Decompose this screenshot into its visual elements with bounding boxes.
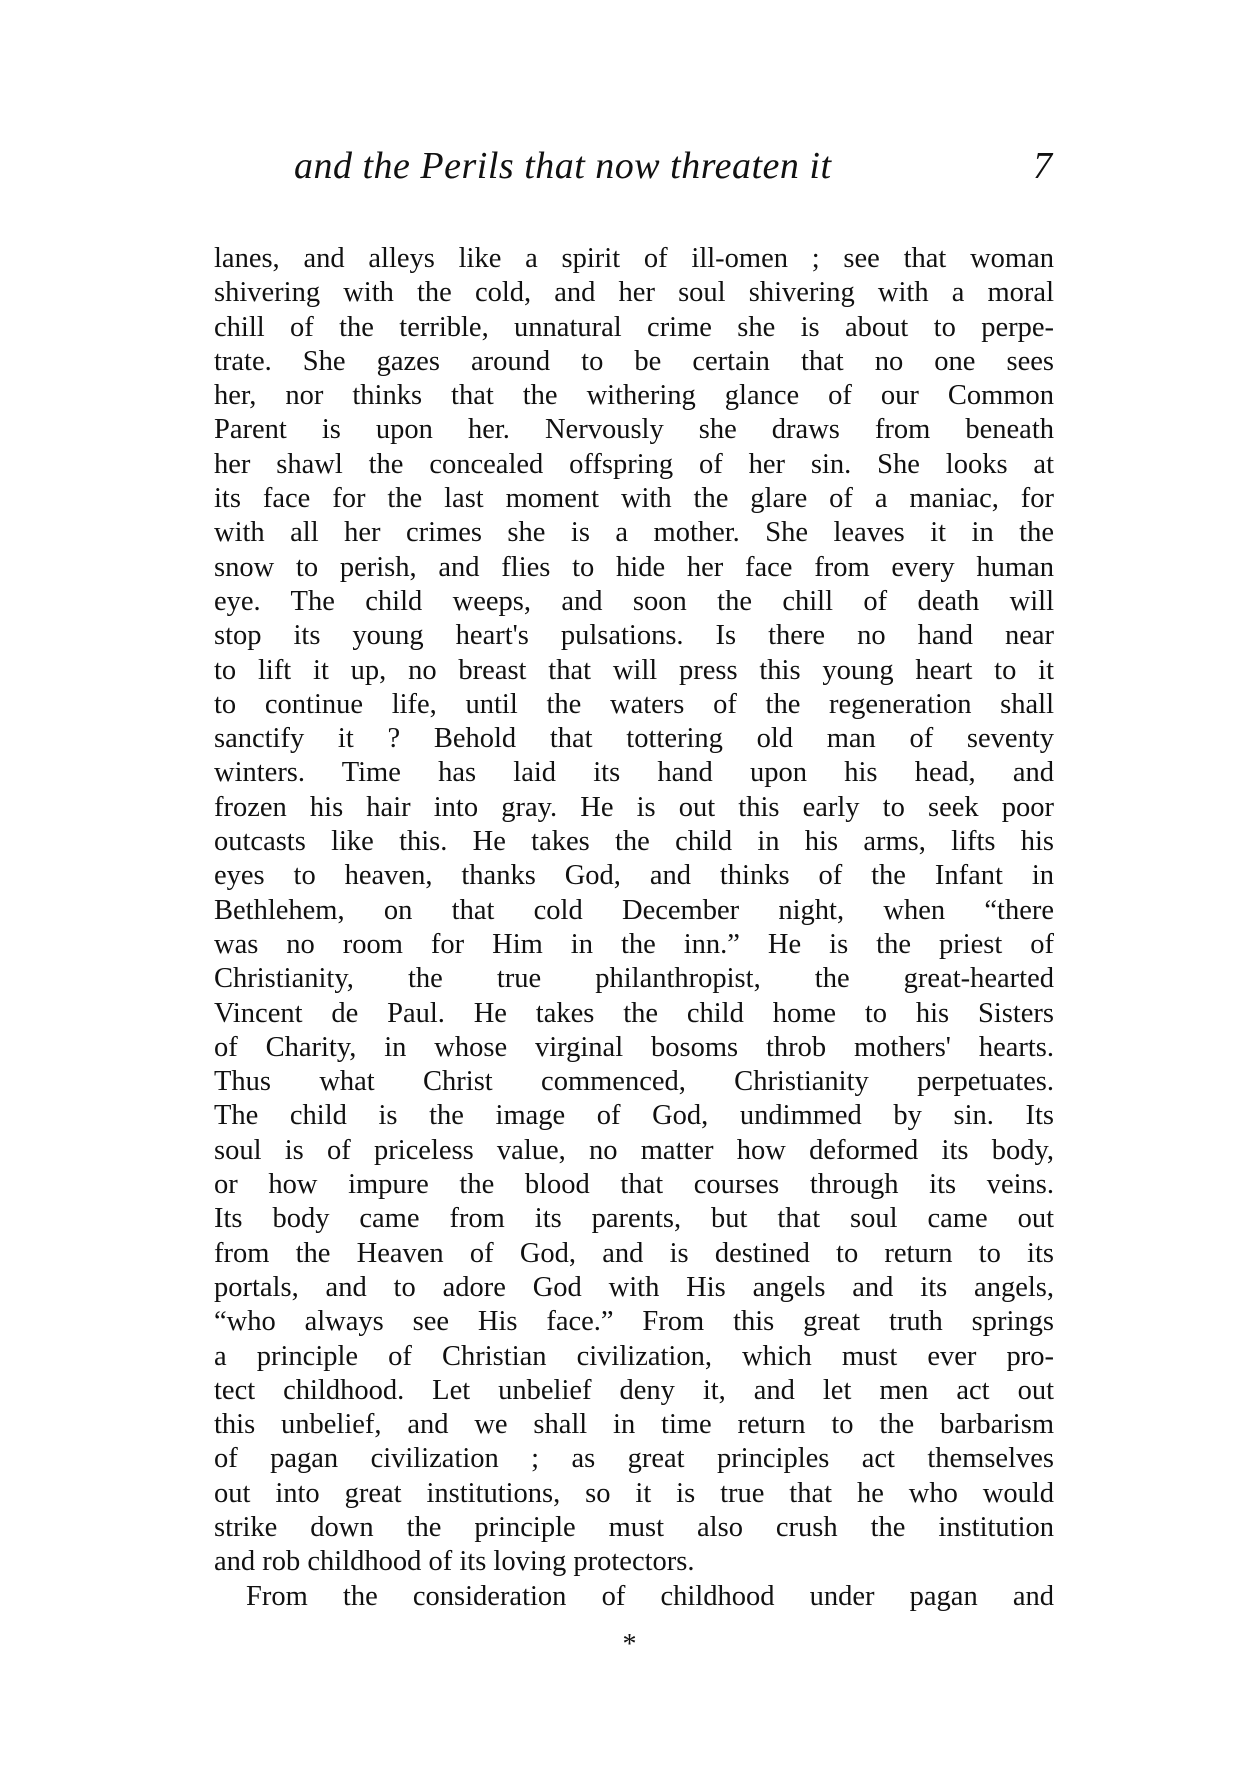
text-line: a principle of Christian civilization, which must ever pro- [214,1340,1054,1372]
running-title: and the Perils that now threaten it [294,145,832,187]
text-line: Its body came from its parents, but that soul came out [214,1203,1054,1235]
text-line: strike down the principle must also crush the institution [214,1511,1054,1543]
text-line: was no room for Him in the inn.” He is the priest of [214,928,1054,960]
text-line: Christianity, the true philanthropist, the great-hearted [214,963,1054,995]
text-line: her shawl the concealed offspring of her sin. She looks at [214,448,1054,480]
text-line: tect childhood. Let unbelief deny it, and let men act out [214,1374,1054,1406]
text-line: Bethlehem, on that cold December night, when “there [214,894,1054,926]
text-line: The child is the image of God, undimmed by sin. Its [214,1100,1054,1132]
text-line: frozen his hair into gray. He is out this early to seek poor [214,791,1054,823]
text-line: or how impure the blood that courses through its veins. [214,1169,1054,1201]
text-line-paragraph-end: and rob childhood of its loving protectors. [214,1546,695,1578]
text-line: snow to perish, and flies to hide her face from every human [214,551,1054,583]
text-line: eyes to heaven, thanks God, and thinks of the Infant in [214,860,1054,892]
text-line: “who always see His face.” From this great truth springs [214,1306,1054,1338]
text-line: of pagan civilization ; as great principles act themselves [214,1443,1054,1475]
text-line: from the Heaven of God, and is destined to return to its [214,1237,1054,1269]
text-line: chill of the terrible, unnatural crime she is about to perpe- [214,311,1054,343]
text-line: soul is of priceless value, no matter how deformed its body, [214,1134,1054,1166]
page-number: 7 [1033,145,1052,187]
text-line: shivering with the cold, and her soul shivering with a moral [214,277,1054,309]
text-line: this unbelief, and we shall in time return to the barbarism [214,1409,1054,1441]
text-line: with all her crimes she is a mother. She leaves it in the [214,517,1054,549]
text-line: stop its young heart's pulsations. Is there no hand near [214,620,1054,652]
text-line: out into great institutions, so it is true that he who would [214,1477,1054,1509]
running-head [214,136,1054,196]
text-line: winters. Time has laid its hand upon his head, and [214,757,1054,789]
text-line: sanctify it ? Behold that tottering old man of seventy [214,723,1054,755]
body-text [214,242,1054,1614]
text-line: Thus what Christ commenced, Christianity perpetuates. [214,1066,1054,1098]
text-line: to lift it up, no breast that will press this young heart to it [214,654,1054,686]
text-line: to continue life, until the waters of the regeneration shall [214,688,1054,720]
text-line: Parent is upon her. Nervously she draws from beneath [214,414,1054,446]
signature-mark: * [622,1629,637,1660]
text-line: trate. She gazes around to be certain that no one sees [214,345,1054,377]
text-line: lanes, and alleys like a spirit of ill-omen ; see that woman [214,243,1054,274]
text-line: Vincent de Paul. He takes the child home to his Sisters [214,997,1054,1029]
text-line-paragraph-start: From the consideration of childhood under pagan and [246,1580,1054,1612]
text-line: her, nor thinks that the withering glance of our Common [214,380,1054,412]
text-line: outcasts like this. He takes the child in his arms, lifts his [214,826,1054,858]
text-line: of Charity, in whose virginal bosoms throb mothers' hearts. [214,1031,1054,1063]
text-line: portals, and to adore God with His angels and its angels, [214,1271,1054,1303]
text-line: its face for the last moment with the glare of a maniac, for [214,483,1054,515]
text-line: eye. The child weeps, and soon the chill of death will [214,585,1054,617]
